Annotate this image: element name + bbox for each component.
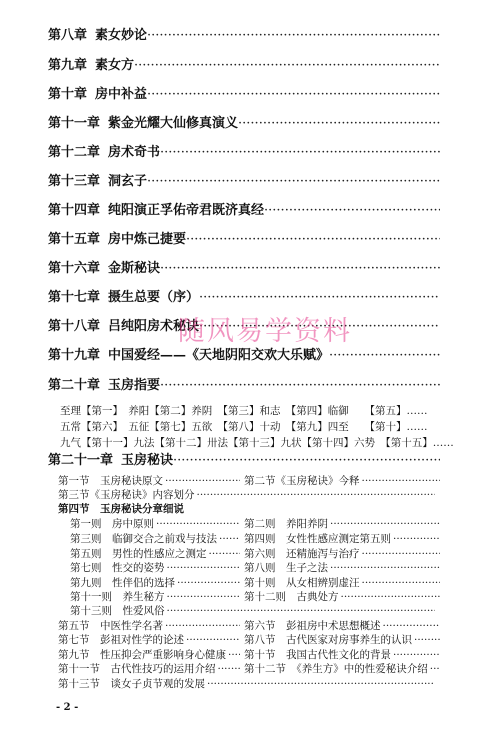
leader-dots: [414, 633, 440, 647]
section-title: 第十三则 性爱风俗: [70, 605, 165, 617]
toc-section-entry[interactable]: [58, 502, 435, 516]
toc-chapter-entry[interactable]: [48, 260, 440, 278]
chapter-number: 第十五章: [48, 232, 101, 247]
chapter20-subsection-line: 至理【第一】 养阳【第二】养阴 【第三】和志 【第四】临御 【第五】……: [60, 405, 428, 417]
leader-dots: [330, 561, 440, 575]
chapter-number: 第九章: [48, 58, 88, 73]
toc-section-entry[interactable]: [244, 662, 440, 676]
toc-section-entry[interactable]: [244, 576, 440, 590]
toc-chapter-entry[interactable]: [48, 452, 440, 470]
leader-dots: [156, 517, 240, 531]
toc-chapter-entry[interactable]: [48, 347, 440, 365]
toc-section-entry[interactable]: [244, 474, 440, 488]
leader-dots: [199, 289, 440, 307]
chapter20-subsection-line: 五常【第六】 五征【第七】五欲 【第八】十动 【第九】四至 【第十】……: [60, 421, 428, 433]
section-title: 第十二则 古典处方: [244, 591, 339, 603]
section-title: 第十一节 古代性技巧的运用介绍: [58, 663, 216, 675]
toc-section-entry[interactable]: [70, 604, 435, 618]
toc-section-entry[interactable]: [58, 619, 240, 633]
toc-chapter-entry[interactable]: [48, 86, 440, 104]
chapter-title: 吕纯阳房术秘诀: [108, 319, 200, 334]
leader-dots: [238, 115, 440, 133]
leader-dots: [393, 532, 440, 546]
section-title: 第二则 养阳养阴: [244, 518, 328, 530]
watermark: 随风易学资料: [178, 316, 352, 347]
chapter-number: 第二十章: [48, 378, 101, 393]
section-title: 第四则 女性性感应测定第五则: [244, 533, 391, 545]
chapter-number: 第十一章: [48, 116, 101, 131]
leader-dots: [186, 633, 240, 647]
leader-dots: [173, 452, 440, 470]
chapter-title: 金斯秘诀: [108, 261, 161, 276]
toc-section-entry[interactable]: [244, 619, 440, 633]
section-title: 第十节 我国古代性文化的背景: [244, 649, 391, 661]
leader-dots: [147, 27, 440, 45]
section-title: 第五则 男性的性感应之测定: [70, 548, 207, 560]
leader-dots: [362, 576, 441, 590]
section-title: 第三则 临御交合之前戏与技法: [70, 533, 217, 545]
toc-section-entry[interactable]: [58, 474, 240, 488]
chapter-title: 房中补益: [95, 87, 148, 102]
toc-section-entry[interactable]: [70, 517, 240, 531]
section-title: 第七节 彭祖对性学的论述: [58, 634, 184, 646]
leader-dots: [330, 517, 440, 531]
toc-section-entry[interactable]: [70, 532, 240, 546]
section-title: 第八则 生子之法: [244, 562, 328, 574]
toc-chapter-entry[interactable]: [48, 377, 440, 395]
leader-dots: [160, 260, 440, 278]
section-title: 第五节 中医性学名著: [58, 620, 163, 632]
toc-chapter-entry[interactable]: [48, 231, 440, 249]
section-title: 第十一则 养生秘方: [70, 591, 165, 603]
chapter-title: 中国爱经——《天地阴阳交欢大乐赋》: [108, 348, 330, 363]
leader-dots: [341, 590, 441, 604]
leader-dots: [177, 576, 240, 590]
toc-section-entry[interactable]: [244, 590, 440, 604]
toc-section-entry[interactable]: [70, 576, 240, 590]
toc-chapter-entry[interactable]: [48, 144, 440, 162]
section-title: 第四节 玉房秘诀分章细说: [58, 503, 184, 515]
leader-dots: [219, 532, 240, 546]
toc-section-entry[interactable]: [244, 648, 440, 662]
leader-dots: [218, 662, 241, 676]
toc-chapter-entry[interactable]: [48, 27, 440, 45]
toc-section-entry[interactable]: [244, 547, 440, 561]
section-title: 第九节 性压抑会严重影响身心健康: [58, 649, 226, 661]
leader-dots: [362, 474, 441, 488]
leader-dots: [167, 590, 241, 604]
leader-dots: [167, 604, 436, 618]
leader-dots: [165, 474, 240, 488]
toc-section-entry[interactable]: [58, 662, 240, 676]
section-title: 第三节《玉房秘诀》内容划分: [58, 489, 195, 501]
chapter-number: 第二十一章: [48, 453, 114, 468]
toc-section-entry[interactable]: [70, 547, 240, 561]
leader-dots: [186, 231, 440, 249]
chapter-title: 房术奇书: [108, 145, 161, 160]
toc-chapter-entry[interactable]: [48, 173, 440, 191]
toc-chapter-entry[interactable]: [48, 202, 440, 220]
chapter-number: 第十九章: [48, 348, 101, 363]
section-title: 第六节 彭祖房中术思想概述: [244, 620, 381, 632]
section-title: 第七则 性交的姿势: [70, 562, 165, 574]
section-title: 第九则 性伴侣的选择: [70, 577, 175, 589]
toc-section-entry[interactable]: [58, 488, 435, 502]
chapter-title: 房中炼己捷要: [108, 232, 187, 247]
chapter-title: 玉房秘诀: [121, 453, 174, 468]
toc-chapter-entry[interactable]: [48, 57, 440, 75]
section-title: 第十三节 谈女子贞节观的发展: [58, 678, 205, 690]
section-title: 第十二节 《养生方》中的性爱秘诀介绍: [244, 663, 428, 675]
leader-dots: [383, 619, 441, 633]
leader-dots: [160, 144, 440, 162]
leader-dots: [209, 547, 241, 561]
toc-section-entry[interactable]: [244, 532, 440, 546]
chapter-number: 第十六章: [48, 261, 101, 276]
leader-dots: [264, 202, 440, 220]
leader-dots: [430, 662, 440, 676]
section-title: 第一节 玉房秘诀原文: [58, 475, 163, 487]
chapter-number: 第十章: [48, 87, 88, 102]
leader-dots: [228, 648, 240, 662]
toc-chapter-entry[interactable]: [48, 115, 440, 133]
leader-dots: [362, 547, 441, 561]
leader-dots: [160, 377, 440, 395]
chapter-title: 素女妙论: [95, 28, 148, 43]
chapter-title: 摄生总要（序）: [108, 290, 200, 305]
leader-dots: [329, 347, 440, 365]
chapter-number: 第十七章: [48, 290, 101, 305]
chapter-title: 玉房指要: [108, 378, 161, 393]
section-title: 第十则 从女相辨别虚汪: [244, 577, 360, 589]
section-title: 第一则 房中原则: [70, 518, 154, 530]
toc-section-entry[interactable]: [70, 561, 240, 575]
toc-section-entry[interactable]: [244, 517, 440, 531]
chapter-title: 紫金光耀大仙修真演义: [108, 116, 239, 131]
leader-dots: [147, 173, 440, 191]
toc-section-entry[interactable]: [70, 590, 240, 604]
leader-dots: [207, 677, 435, 691]
section-title: 第六则 还精施泻与治疗: [244, 548, 360, 560]
chapter-number: 第十八章: [48, 319, 101, 334]
chapter20-subsection-line: 九气【第十一】九法【第十二】卅法【第十三】九状【第十四】六势 【第十五】……: [60, 437, 454, 449]
toc-section-entry[interactable]: [244, 561, 440, 575]
chapter-title: 素女方: [95, 58, 135, 73]
chapter-number: 第十三章: [48, 174, 101, 189]
chapter-number: 第十二章: [48, 145, 101, 160]
leader-dots: [165, 619, 240, 633]
page-number: - 2 -: [56, 702, 79, 713]
toc-section-entry[interactable]: [58, 677, 435, 691]
toc-chapter-entry[interactable]: [48, 289, 440, 307]
leader-dots: [167, 561, 241, 575]
chapter-title: 洞玄子: [108, 174, 148, 189]
leader-dots: [147, 86, 440, 104]
toc-section-entry[interactable]: [58, 633, 240, 647]
toc-section-entry[interactable]: [58, 648, 240, 662]
section-title: 第二节《玉房秘诀》今释: [244, 475, 360, 487]
chapter-title: 纯阳演正孚佑帝君既济真经: [108, 203, 265, 218]
leader-dots: [197, 488, 436, 502]
toc-section-entry[interactable]: [244, 633, 440, 647]
section-title: 第八节 古代医家对房事养生的认识: [244, 634, 412, 646]
leader-dots: [134, 57, 440, 75]
leader-dots: [393, 648, 440, 662]
chapter-number: 第八章: [48, 28, 88, 43]
chapter-number: 第十四章: [48, 203, 101, 218]
